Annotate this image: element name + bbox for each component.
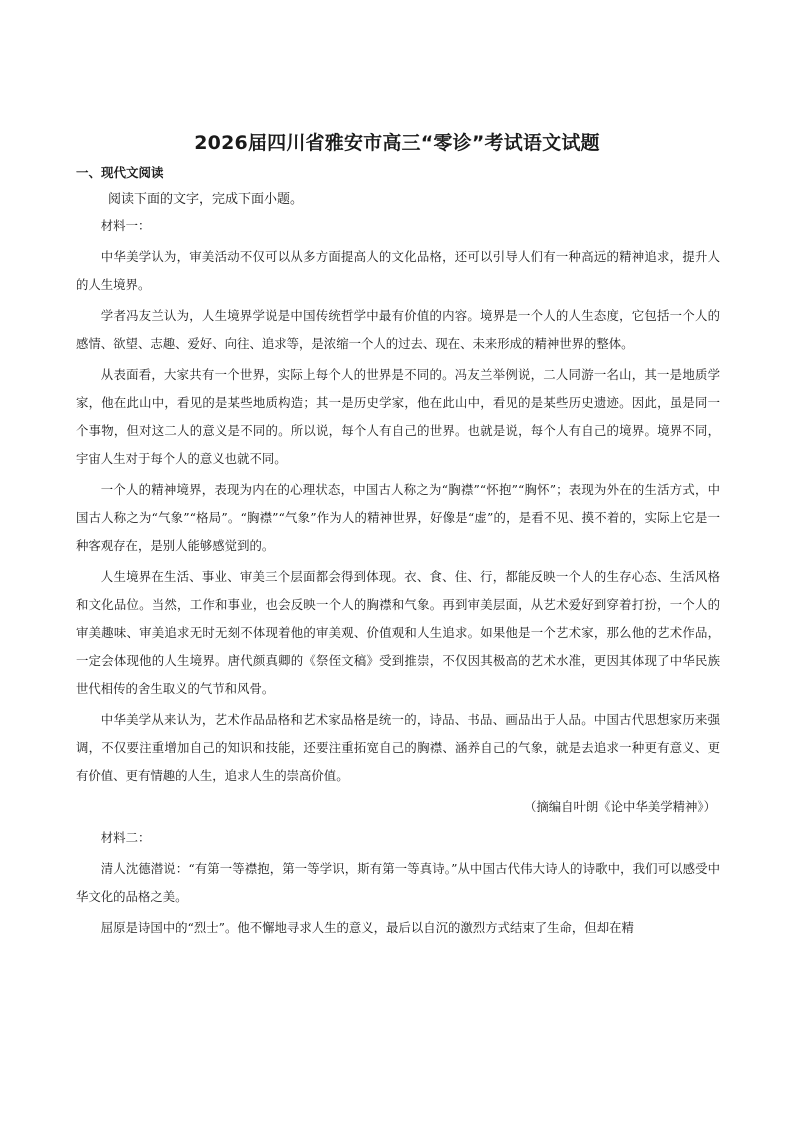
document-title: 2026届四川省雅安市高三“零诊”考试语文试题 [194,132,600,154]
paragraph: 学者冯友兰认为，人生境界学说是中国传统哲学中最有价值的内容。境界是一个人的人生态度，它包括一个人的感情、欲望、志趣、爱好、向往、追求等，是浓缩一个人的过去、现在、未来形成的精神世界的整体。 [76,308,720,351]
paragraph: 一个人的精神境界，表现为内在的心理状态，中国古人称之为“胸襟”“怀抱”“胸怀”；表现为外在的生活方式，中国古人称之为“气象”“格局”。“胸襟”“气象”作为人的精神世界，好像是“虚”的，是看不见、摸不着的，实际上它是一种客观存在，是别人能够感觉到的。 [76,482,720,553]
paragraph: 人生境界在生活、事业、审美三个层面都会得到体现。衣、食、住、行，都能反映一个人的生存心态、生活风格和文化品位。当然，工作和事业，也会反映一个人的胸襟和气象。再到审美层面，从艺术爱好到穿着打扮，一个人的审美趣味、审美追求无时无刻不体现着他的审美观、价值观和人生追求。如果他是一个艺术家，那么他的艺术作品，一定会体现他的人生境界。唐代颜真卿的《祭侄文稿》受到推崇，不仅因其极高的艺术水准，更因其体现了中华民族世代相传的舍生取义的气节和风骨。 [76,569,720,696]
reading-passage [76,212,720,945]
material-two-label: 材料二： [100,830,151,845]
section-heading: 一、现代文阅读 [76,165,164,180]
paragraph: 屈原是诗国中的“烈士”。他不懈地寻求人生的意义，最后以自沉的激烈方式结束了生命，但却在精 [100,920,634,935]
paragraph: 中华美学认为，审美活动不仅可以从多方面提高人的文化品格，还可以引导人们有一种高远的精神追求，提升人的人生境界。 [76,249,720,292]
paragraph: 清人沈德潜说：“有第一等襟抱，第一等学识，斯有第一等真诗。”从中国古代伟大诗人的诗歌中，我们可以感受中华文化的品格之美。 [76,861,720,904]
paragraph: 从表面看，大家共有一个世界，实际上每个人的世界是不同的。冯友兰举例说，二人同游一名山，其一是地质学家，他在此山中，看见的是某些地质构造；其一是历史学家，他在此山中，看见的是某些历史遗迹。因此，虽是同一个事物，但对这二人的意义是不同的。所以说，每个人有自己的世界。也就是说，每个人有自己的境界。境界不同，宇宙人生对于每个人的意义也就不同。 [76,367,720,466]
source-citation: （摘编自叶朗《论中华美学精神》） [523,799,716,814]
material-one-label: 材料一： [100,218,151,233]
paragraph: 中华美学从来认为，艺术作品品格和艺术家品格是统一的，诗品、书品、画品出于人品。中国古代思想家历来强调，不仅要注重增加自己的知识和技能，还要注重拓宽自己的胸襟、涵养自己的气象，就是去追求一种更有意义、更有价值、更有情趣的人生，追求人生的崇高价值。 [76,712,720,783]
reading-instruction: 阅读下面的文字，完成下面小题。 [108,192,304,207]
